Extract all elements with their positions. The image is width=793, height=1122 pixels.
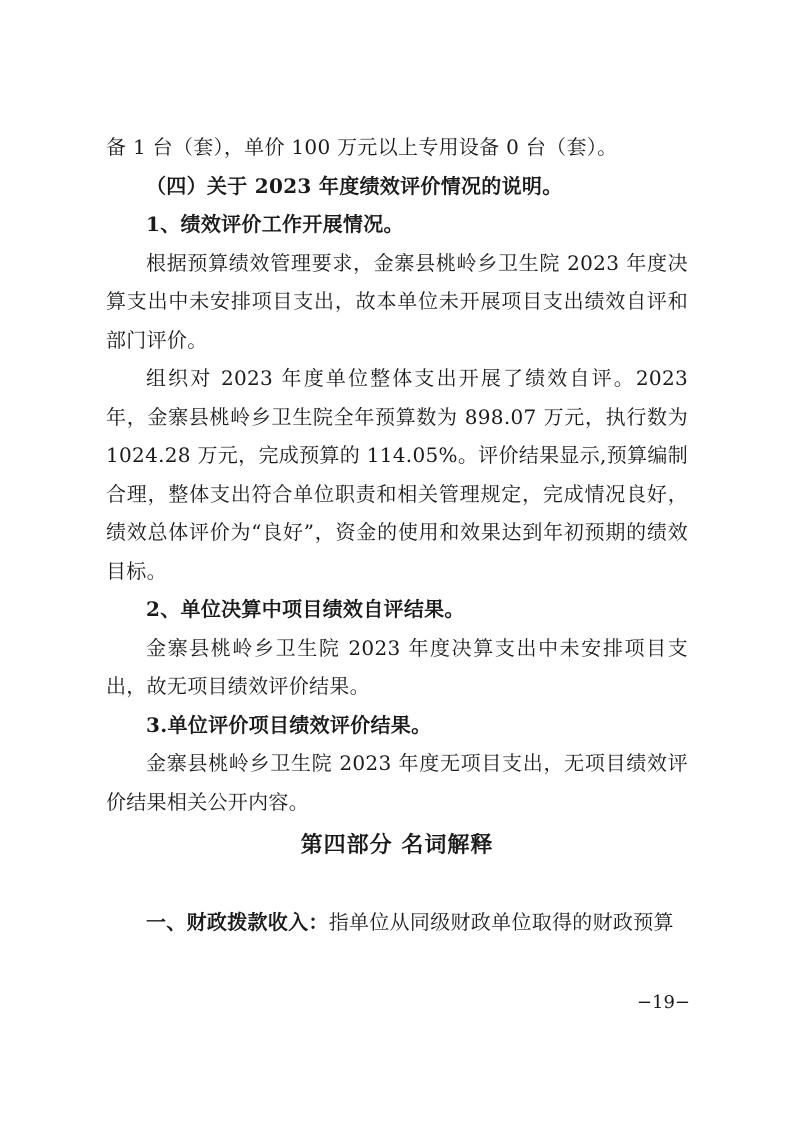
definition-fiscal-appropriation — [106, 903, 688, 942]
page-number: −19− — [636, 992, 690, 1013]
paragraph-budget-management: 根据预算绩效管理要求，金寨县桃岭乡卫生院 2023 年度决算支出中未安排项目支出，故本单位未开展项目支出绩效自评和部门评价。 — [106, 250, 688, 352]
heading-performance-evaluation: （四）关于 2023 年度绩效评价情况的说明。 — [146, 173, 563, 198]
paragraph-self-evaluation: 组织对 2023 年度单位整体支出开展了绩效自评。2023 年，金寨县桃岭乡卫生院全年预算数为 898.07 万元，执行数为 1024.28 万元，完成预算的 114.05%。评价结果显示,预算编制合理，整体支出符合单位职责和相关管理规定，完成情况良好，绩效总体评价为“良好”，资金的使用和效果达到年初预期的绩效目标。 — [106, 366, 688, 583]
paragraph-no-project-expense: 金寨县桃岭乡卫生院 2023 年度无项目支出，无项目绩效评价结果相关公开内容。 — [106, 751, 688, 814]
part-four-title: 第四部分 名词解释 — [300, 832, 494, 858]
definition-text: 指单位从同级财政单位取得的财政预算 — [328, 910, 674, 934]
heading-unit-evaluation: 3.单位评价项目绩效评价结果。 — [146, 712, 432, 737]
heading-evaluation-work: 1、绩效评价工作开展情况。 — [146, 212, 404, 236]
paragraph-no-project-result: 金寨县桃岭乡卫生院 2023 年度决算支出中未安排项目支出，故无项目绩效评价结果。 — [106, 635, 688, 698]
spacer — [106, 865, 688, 903]
paragraph-equipment: 备 1 台（套），单价 100 万元以上专用设备 0 台（套）。 — [106, 135, 618, 159]
page-content — [106, 128, 688, 942]
definition-term: 一、财政拨款收入： — [146, 910, 329, 934]
heading-project-self-evaluation: 2、单位决算中项目绩效自评结果。 — [146, 597, 465, 621]
